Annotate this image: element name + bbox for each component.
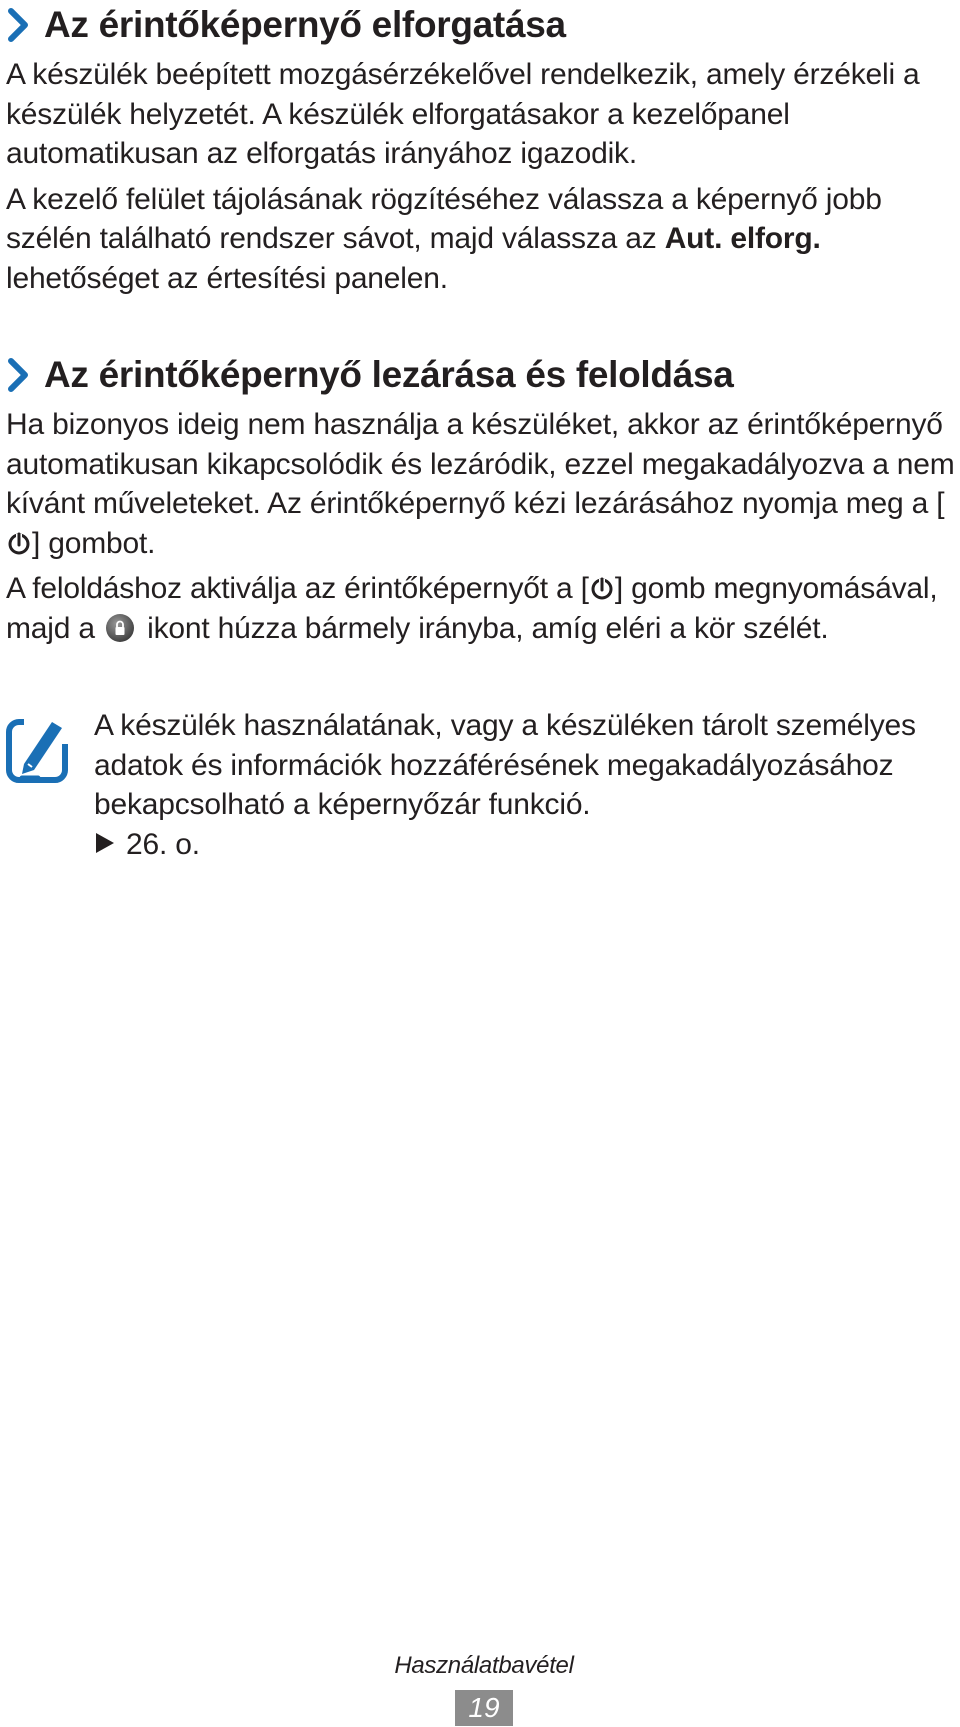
paragraph	[6, 569, 956, 648]
section-screen-rotation	[6, 0, 956, 298]
chevron-right-icon	[8, 8, 30, 42]
paragraph-text: A feloldáshoz aktiválja az érintőképernyőt a [	[6, 572, 589, 605]
section-heading	[6, 350, 956, 400]
paragraph-text: ] gombot.	[32, 526, 156, 560]
note-pencil-icon	[6, 714, 70, 784]
paragraph-text: lehetőséget az értesítési panelen.	[6, 261, 448, 295]
paragraph	[6, 180, 956, 299]
paragraph-text: ] gomb megnyomásával, majd a	[6, 572, 938, 645]
paragraph-text: ikont húzza bármely irányba, amíg eléri a kör szélét.	[138, 611, 829, 645]
section-lock-unlock	[6, 350, 956, 648]
note-body: A készülék használatának, vagy a készüléken tárolt személyes adatok és információk hozzáférésének megakadályozásához bekapcsolható a képernyőzár funkció.	[94, 709, 916, 821]
menu-option-name: Aut. elforg.	[664, 222, 821, 255]
footer-section-title: Használatbavétel	[394, 1652, 574, 1679]
paragraph: A készülék beépített mozgásérzékelővel rendelkezik, amely érzékeli a készülék helyzetét. A készülék elforgatásakor a kezelőpanel automatikusan az elforgatás irányához igazodik.	[6, 58, 920, 170]
section-heading-text: Az érintőképernyő elforgatása	[44, 4, 566, 45]
paragraph	[6, 405, 956, 563]
power-icon	[590, 573, 614, 601]
paragraph-text: Ha bizonyos ideig nem használja a készüléket, akkor az érintőképernyő automatikusan kikapcsolódik és lezáródik, ezzel megakadályozva a nem kívánt műveleteket. Az érintőképernyő kézi lezárásához nyomja meg a [	[6, 408, 955, 520]
page-number-badge: 19	[455, 1690, 513, 1726]
section-heading	[6, 0, 956, 50]
section-heading-text: Az érintőképernyő lezárása és feloldása	[44, 354, 734, 395]
page-reference: 26. o.	[126, 827, 200, 861]
power-icon	[7, 528, 31, 556]
paragraph-text: A kezelő felület tájolásának rögzítéséhez válassza a képernyő jobb szélén található rendszer sávot, majd válassza az	[6, 182, 882, 255]
note-text	[94, 706, 956, 864]
triangle-right-icon	[94, 826, 116, 850]
lock-icon	[105, 613, 135, 643]
chevron-right-icon	[8, 358, 30, 392]
